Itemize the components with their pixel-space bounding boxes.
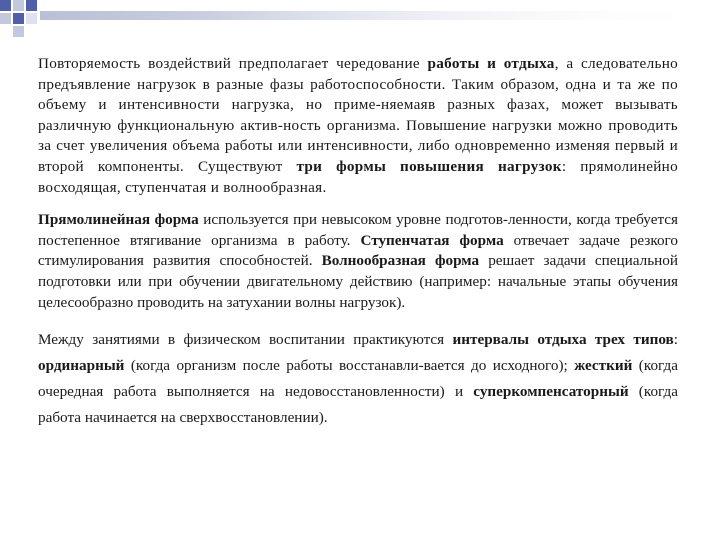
bold-term: ординарный [38,357,125,375]
paragraph-load-increase [38,54,678,198]
deco-square-2 [13,0,24,11]
text-segment: , а следовательно предъявление нагрузок в разные фазы работоспособности. Таким образом, одна и та же по объему и интенсивности нагрузка, но приме-няемаяв разных фазах, может вызывать различную функциональную актив-ность организма. Повышение нагрузки можно проводить за счет увеличения объема работы или интенсивности, либо одновременно изменяя первый и второй компоненты. Существуют [38,55,679,175]
bold-term: жесткий [574,357,633,375]
deco-square-5 [13,13,24,24]
bold-term: Ступенчатая форма [360,231,504,249]
document-body [38,54,678,431]
text-segment: (когда работа начинается на сверхвосстановлении). [38,383,678,427]
decorative-header-squares [0,0,720,40]
bold-term: работы и отдыха [427,55,555,72]
bold-term: суперкомпенсаторный [473,383,629,401]
text-segment: (когда очередная работа выполняется на недовосстановленности) и [38,357,678,401]
bold-term: Волнообразная форма [321,252,480,270]
deco-square-4 [0,13,11,24]
text-segment: Между занятиями в физическом воспитании практикуются [38,331,453,349]
text-segment: решает задачи специальной подготовки или при обучении двигательному действию (например: начальные этапы обучения целесообразно проводить на затухании волны нагрузок). [38,252,679,311]
bold-term: Прямолинейная форма [38,211,199,229]
bold-term: интервалы отдыха трех типов [452,331,674,349]
paragraph-rest-intervals [38,327,678,431]
text-segment: (когда организм после работы восстанавли-вается до исходного); [124,357,575,375]
text-segment: используется при невысоком уровне подготов-ленности, когда требуется постепенное втягивание организма в работу. [38,211,678,249]
deco-square-7 [13,26,24,37]
header-gradient-bar [40,11,720,20]
paragraph-load-forms [38,210,678,313]
text-segment: Повторяемость воздействий предполагает чередование [38,55,428,72]
text-segment: отвечает задаче резкого стимулирования развития способностей. [38,231,678,270]
deco-square-3 [26,0,37,11]
text-segment: : [673,331,678,349]
bold-term: три формы повышения нагрузок [296,157,562,175]
deco-square-6 [26,13,37,24]
text-segment: : прямолинейно восходящая, ступенчатая и волнообразная. [38,157,678,196]
deco-square-1 [0,0,11,11]
